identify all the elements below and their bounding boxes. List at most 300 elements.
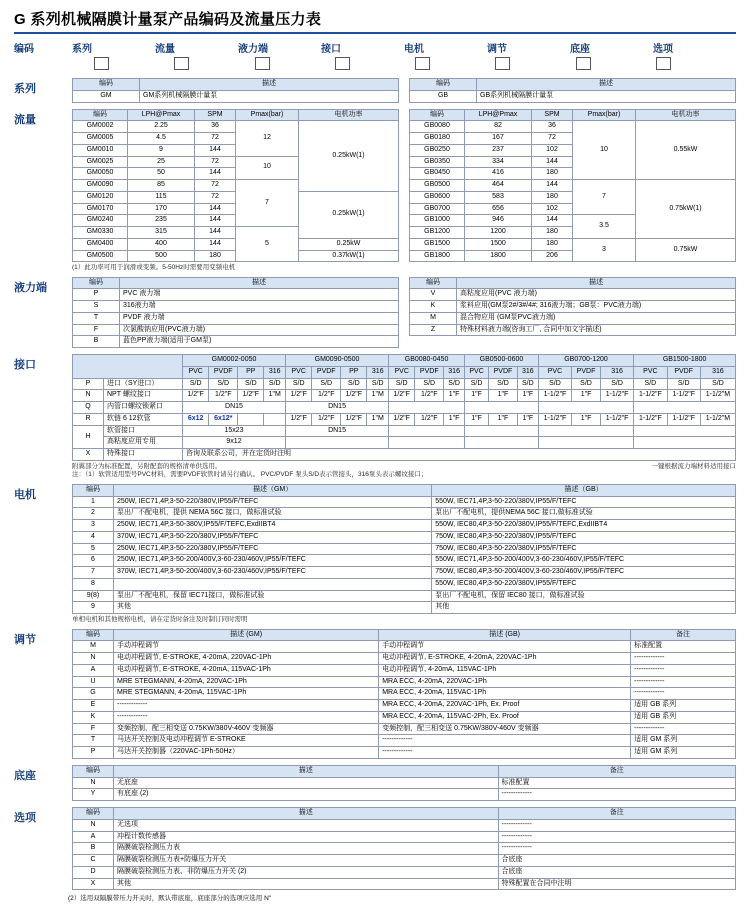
conn-sub-h: 316 (444, 366, 465, 378)
opt-code: B (73, 843, 114, 855)
page-title-bar (14, 8, 736, 34)
series-gb-header-code: 编码 (410, 79, 477, 91)
section-connection (14, 354, 736, 484)
conn-cell: 6x12* (209, 413, 238, 425)
conn-cell: S/D (389, 378, 415, 390)
flow-gb-code: GB0600 (410, 191, 465, 203)
flow-gm-lph: 235 (128, 215, 195, 227)
conn-cell: S/D (538, 378, 571, 390)
conn-cell-empty (465, 437, 539, 449)
table-row (73, 449, 736, 461)
code-label-5: 电机 (404, 44, 424, 55)
section-label-base: 底座 (14, 769, 36, 782)
opt-desc: 其他 (114, 878, 499, 890)
conn-cell: 1-1/2"F (667, 390, 700, 402)
ctrl-code: F (73, 723, 114, 735)
conn-cell: 1/2"F (312, 390, 341, 402)
motor-gb: 550W, IEC71,4P,3-50-200/400V,3-60-230/460V,IP55/F/TEFC (432, 555, 736, 567)
conn-sub-h: PVC (286, 366, 312, 378)
opt-remark: 特殊配置在合同中注明 (498, 878, 735, 890)
ctrl-gb: MRA ECC, 4-20mA, 220VAC-1Ph, Ex. Proof (379, 700, 631, 712)
liquid-end-table-right (409, 277, 736, 348)
flow-gm-code: GM0002 (73, 121, 128, 133)
conn-cell: 1-1/2"F (538, 390, 571, 402)
flow-gm-power: 0.25kW (299, 238, 399, 250)
opt-remark: ------------- (498, 819, 735, 831)
motor-code: 1 (73, 496, 114, 508)
code-label-6: 调节 (487, 44, 507, 55)
flow-gb-code: GB0500 (410, 180, 465, 192)
flow-gm-code: GM0005 (73, 133, 128, 145)
flow-gm-pmax: 10 (236, 156, 299, 180)
flow-gb-lph: 946 (465, 215, 532, 227)
conn-cell-empty (465, 425, 539, 437)
le-desc: 特殊材料液力端(咨询工厂, 合同中加文字描述) (457, 324, 736, 336)
code-box-base[interactable] (576, 57, 656, 70)
motor-gb: 泵出厂不配电机，保留 IEC80 接口，做标准试验 (432, 590, 736, 602)
conn-cell: 1"F (489, 413, 518, 425)
conn-desc: 内管口螺纹锁紧口 (104, 402, 183, 414)
ctrl-gb: 电动冲程调节, E-STROKE, 4-20mA, 220VAC-1Ph (379, 653, 631, 665)
series-gm-code: GM (73, 90, 140, 102)
conn-cell: S/D (341, 378, 367, 390)
base-code: Y (73, 789, 114, 801)
table-row (73, 843, 736, 855)
table-row (73, 711, 736, 723)
flow-gb-lph: 1500 (465, 238, 532, 250)
section-label-control: 调节 (14, 633, 36, 646)
motor-gm: 泵出厂不配电机，提供 NEMA 56C 接口，做标准试验 (114, 508, 432, 520)
flow-gb-lph: 583 (465, 191, 532, 203)
flow-table-gm (72, 109, 399, 263)
conn-cell-empty (389, 402, 465, 414)
flow-gb-pmax: 3.5 (573, 215, 636, 239)
table-row (73, 578, 736, 590)
ctrl-code: N (73, 653, 114, 665)
motor-gb: 其他 (432, 602, 736, 614)
conn-cell: S/D (286, 378, 312, 390)
conn-cell: 6x12 (183, 413, 209, 425)
flow-note: (1）此功率可用于润滑或变频。5-50Hz时需要用变频电机 (72, 264, 236, 272)
table-row (73, 831, 736, 843)
conn-sub-h: 316 (700, 366, 735, 378)
flow-gm-code: GM0500 (73, 250, 128, 262)
opt-remark: 合底座 (498, 855, 735, 867)
conn-group-h1: GM0002-0050 (183, 355, 286, 367)
opt-h1: 描述 (114, 808, 499, 820)
flow-gb-spm: 180 (532, 168, 573, 180)
table-row (410, 180, 736, 192)
conn-cell-empty (634, 437, 736, 449)
ctrl-code: E (73, 700, 114, 712)
flow-gm-code: GM0025 (73, 156, 128, 168)
ctrl-remark: ------------- (631, 653, 736, 665)
conn-desc: NPT 螺纹接口 (104, 390, 183, 402)
code-label-7: 底座 (570, 44, 590, 55)
series-gm-header-desc: 描述 (140, 79, 399, 91)
conn-cell (264, 413, 286, 425)
conn-cell: S/D (415, 378, 444, 390)
motor-note: 单相电机和其他规格电机，请在定货时备注及时制订同时需明 (72, 616, 248, 624)
code-box-series[interactable] (94, 57, 174, 70)
flow-gm-lph: 25 (128, 156, 195, 168)
flow-gm-code: GM0010 (73, 144, 128, 156)
table-row (73, 496, 736, 508)
table-row (410, 301, 736, 313)
le-right-h0: 编码 (410, 277, 457, 289)
section-label-option: 选项 (14, 812, 36, 824)
flow-gm-spm: 72 (195, 180, 236, 192)
conn-cell: 1/2"F (415, 413, 444, 425)
le-desc: 次氯酸钠应用(PVC液力端) (120, 324, 399, 336)
flow-gm-spm: 144 (195, 238, 236, 250)
ctrl-remark: ------------- (631, 723, 736, 735)
conn-sub-h: 316 (367, 366, 389, 378)
code-box-flow[interactable] (174, 57, 254, 70)
code-box-connection[interactable] (335, 57, 415, 70)
flow-gb-spm: 144 (532, 180, 573, 192)
flow-gb-pmax: 10 (573, 121, 636, 180)
le-desc: PVDF 液力端 (120, 312, 399, 324)
motor-code: 9 (73, 602, 114, 614)
table-row (73, 90, 399, 102)
code-box-liquid-end[interactable] (255, 57, 335, 70)
conn-cell-empty (389, 437, 465, 449)
motor-gb: 750W, IEC80,4P,3-50-220/380V,IP55/F/TEFC (432, 543, 736, 555)
le-code: M (410, 312, 457, 324)
flow-gm-lph: 85 (128, 180, 195, 192)
flow-gm-lph: 170 (128, 203, 195, 215)
flow-gb-spm: 206 (532, 250, 573, 262)
conn-cell: 1"M (367, 390, 389, 402)
conn-sub-h: 316 (600, 366, 633, 378)
conn-sub-h: PVC (538, 366, 571, 378)
flow-gm-code: GM0400 (73, 238, 128, 250)
table-row (73, 555, 736, 567)
flow-gb-spm: 102 (532, 144, 573, 156)
base-h0: 编码 (73, 765, 114, 777)
flow-gb-code: GB0700 (410, 203, 465, 215)
opt-desc: 无选项 (114, 819, 499, 831)
conn-code: P (73, 378, 104, 390)
motor-gm: 250W, IEC71,4P,3-50-220/380V,IP55/F/TEFC (114, 496, 432, 508)
ctrl-code: G (73, 688, 114, 700)
flow-gm-spm: 144 (195, 227, 236, 239)
conn-cell: 1/2"F (238, 390, 264, 402)
conn-cell: 1/2"F (312, 413, 341, 425)
conn-cell-empty (389, 425, 465, 437)
le-code: T (73, 312, 120, 324)
conn-cell: S/D (600, 378, 633, 390)
conn-desc: 进口（SY进口） (104, 378, 183, 390)
motor-code: 8 (73, 578, 114, 590)
conn-group-h2: GM0090-0500 (286, 355, 389, 367)
ctrl-remark: 适用 GM 系列 (631, 735, 736, 747)
conn-cell-empty (286, 437, 389, 449)
series-gb-header-desc: 描述 (477, 79, 736, 91)
section-control (14, 629, 736, 759)
table-row (73, 324, 399, 336)
flow-gm-h0: 编码 (73, 109, 128, 121)
table-row (73, 700, 736, 712)
motor-gb: 750W, IEC80,4P,3-50-220/380V,IP55/F/TEFC (432, 531, 736, 543)
ctrl-remark: 标准配置 (631, 641, 736, 653)
page-title: G 系列机械隔膜计量泵产品编码及流量压力表 (14, 11, 322, 28)
option-table (72, 807, 736, 890)
ctrl-remark: 适用 GB 系列 (631, 700, 736, 712)
conn-cell: 1"F (489, 390, 518, 402)
conn-cell: S/D (517, 378, 538, 390)
conn-cell: S/D (312, 378, 341, 390)
conn-cell-empty (538, 402, 633, 414)
section-label-connection: 接口 (14, 359, 36, 372)
conn-cell-empty (634, 425, 736, 437)
series-table-gm (72, 78, 399, 103)
conn-cell: S/D (572, 378, 601, 390)
le-right-h1: 描述 (457, 277, 736, 289)
table-row (73, 777, 736, 789)
table-row (73, 878, 736, 890)
section-flow (14, 109, 736, 277)
opt-remark: 合底座 (498, 866, 735, 878)
flow-gm-pmax: 7 (236, 180, 299, 227)
ctrl-gm: 变频控制，配三相变送 0.75KW/380V-460V 变频器 (114, 723, 379, 735)
conn-cell: 1"F (444, 390, 465, 402)
conn-cell: S/D (238, 378, 264, 390)
conn-cell: 1"M (264, 390, 286, 402)
conn-cell-empty (538, 425, 633, 437)
flow-gm-h1: LPH@Pmax (128, 109, 195, 121)
conn-sub-h: PVC (634, 366, 667, 378)
section-label-series: 系列 (14, 83, 36, 95)
ctrl-gb: ------------- (379, 747, 631, 759)
table-row (73, 590, 736, 602)
conn-cell-empty (634, 402, 736, 414)
motor-gb: 750W, IEC80,4P,3-50-200/400V,3-60-230/460V,IP55/F/TEFC (432, 567, 736, 579)
conn-cell: 1-1/2"F (600, 413, 633, 425)
opt-h2: 备注 (498, 808, 735, 820)
conn-cell: 1"F (465, 390, 489, 402)
flow-gm-h2: SPM (195, 109, 236, 121)
base-desc: 无底座 (114, 777, 499, 789)
conn-cell: 1-1/2"M (700, 413, 735, 425)
table-row (73, 508, 736, 520)
flow-gb-code: GB0350 (410, 156, 465, 168)
conn-cell: 1/2"F (341, 390, 367, 402)
conn-sub-h: PVC (183, 366, 209, 378)
flow-gm-lph: 500 (128, 250, 195, 262)
table-row (73, 855, 736, 867)
conn-code: Q (73, 402, 104, 414)
table-row (73, 402, 736, 414)
flow-gm-code: GM0330 (73, 227, 128, 239)
code-header-row (14, 40, 736, 55)
conn-cell: DN15 (183, 402, 286, 414)
conn-cell: 咨询及联系公司，并在定货时注明 (183, 449, 736, 461)
conn-sub-h: PVC (465, 366, 489, 378)
flow-gm-spm: 144 (195, 203, 236, 215)
table-row (73, 653, 736, 665)
code-box-motor[interactable] (415, 57, 495, 70)
conn-sub-h: PP (341, 366, 367, 378)
opt-desc: 隔膜破裂检测压力表+防爆压力开关 (114, 855, 499, 867)
flow-gb-pmax: 3 (573, 238, 636, 262)
ctrl-code: T (73, 735, 114, 747)
base-remark: ------------- (498, 789, 735, 801)
ctrl-gm: 电动冲程调节, E-STROKE, 4-20mA, 115VAC-1Ph (114, 664, 379, 676)
conn-group-h4: GB0500-0600 (465, 355, 539, 367)
conn-sub-h: PVDF (209, 366, 238, 378)
flow-gm-code: GM0090 (73, 180, 128, 192)
conn-code: N (73, 390, 104, 402)
conn-cell-empty (538, 437, 633, 449)
conn-sub-h: PVDF (572, 366, 601, 378)
le-left-h0: 编码 (73, 277, 120, 289)
table-row (73, 520, 736, 532)
conn-cell: 1-1/2"M (700, 390, 735, 402)
ctrl-gb: MRA ECC, 4-20mA, 115VAC-1Ph (379, 688, 631, 700)
table-row (73, 789, 736, 801)
liquid-end-table-left (72, 277, 399, 349)
motor-code: 6 (73, 555, 114, 567)
section-liquid-end (14, 277, 736, 349)
le-code: P (73, 289, 120, 301)
opt-code: A (73, 831, 114, 843)
conn-cell: 1"M (367, 413, 389, 425)
le-desc: 316液力端 (120, 301, 399, 313)
motor-gm: 其他 (114, 602, 432, 614)
flow-gb-lph: 1800 (465, 250, 532, 262)
flow-gb-code: GB0250 (410, 144, 465, 156)
flow-gm-power: 0.25kW(1) (299, 121, 399, 192)
ctrl-gb: 变频控制，配三相变送 0.75KW/380V-460V 变频器 (379, 723, 631, 735)
code-label-8: 选项 (653, 44, 673, 55)
motor-table (72, 484, 736, 614)
flow-gb-lph: 334 (465, 156, 532, 168)
conn-note-2: PVC/PVDF 泵头S/D表示管接头，316泵头表示螺纹接口； (260, 471, 428, 479)
base-table (72, 765, 736, 801)
conn-cell: 1/2"F (183, 390, 209, 402)
flow-gb-code: GB0080 (410, 121, 465, 133)
motor-gm: 250W, IEC71,4P,3-50-220/380V,IP55/F/TEFC (114, 543, 432, 555)
ctrl-gm: ------------- (114, 700, 379, 712)
motor-code: 2 (73, 508, 114, 520)
code-box-control[interactable] (495, 57, 575, 70)
conn-code: R (73, 413, 104, 425)
flow-gb-spm: 144 (532, 156, 573, 168)
motor-gb: 泵出厂不配电机，提供NEMA 56C 接口,做标准试验 (432, 508, 736, 520)
flow-gm-code: GM0240 (73, 215, 128, 227)
le-code: V (410, 289, 457, 301)
base-h1: 描述 (114, 765, 499, 777)
flow-gm-power: 0.37kW(1) (299, 250, 399, 262)
table-row (73, 747, 736, 759)
conn-cell: 1"F (517, 390, 538, 402)
table-row (410, 238, 736, 250)
table-row (73, 688, 736, 700)
flow-gb-power: 0.55kW (636, 121, 736, 180)
flow-gb-spm: 102 (532, 203, 573, 215)
flow-gm-spm: 180 (195, 250, 236, 262)
table-row (73, 543, 736, 555)
conn-desc: 软管接口 (104, 425, 183, 437)
motor-gb: 550W, IEC71,4P,3-50-220/380V,IP55/F/TEFC (432, 496, 736, 508)
conn-cell: 1/2"F (286, 413, 312, 425)
table-row (73, 676, 736, 688)
flow-gb-code: GB0450 (410, 168, 465, 180)
flow-gm-spm: 144 (195, 168, 236, 180)
table-row (73, 336, 399, 348)
conn-note-0: 附翼部分为标准配置，另附配套的规格清单供选用。 (72, 462, 222, 470)
flow-gm-code: GM0120 (73, 191, 128, 203)
code-box-option[interactable] (656, 57, 736, 70)
conn-desc: 特殊接口 (104, 449, 183, 461)
opt-desc: 冲程计数传感器 (114, 831, 499, 843)
flow-gm-spm: 144 (195, 215, 236, 227)
base-remark: 标准配置 (498, 777, 735, 789)
ctrl-gb: MRA ECC, 4-20mA, 115VAC-2Ph, Ex. Proof (379, 711, 631, 723)
ctrl-gb: 电动冲程调节, 4-20mA, 115VAC-1Ph (379, 664, 631, 676)
flow-gb-lph: 656 (465, 203, 532, 215)
table-row (73, 437, 736, 449)
conn-desc: 软链 6 12软管 (104, 413, 183, 425)
conn-sub-h: 316 (264, 366, 286, 378)
conn-group-h3: GB0080-0450 (389, 355, 465, 367)
flow-gb-spm: 72 (532, 133, 573, 145)
section-series (14, 78, 736, 103)
flow-gb-code: GB1800 (410, 250, 465, 262)
flow-table-gb (409, 109, 736, 263)
opt-code: D (73, 866, 114, 878)
flow-gb-h2: SPM (532, 109, 573, 121)
flow-gb-lph: 416 (465, 168, 532, 180)
ctrl-code: M (73, 641, 114, 653)
ctrl-remark: ------------- (631, 676, 736, 688)
conn-cell: 1"F (517, 413, 538, 425)
ctrl-gm: 电动冲程调节, E-STROKE, 4-20mA, 220VAC-1Ph (114, 653, 379, 665)
conn-cell: 15x23 (183, 425, 286, 437)
table-row (73, 531, 736, 543)
conn-cell: 1-1/2"F (538, 413, 571, 425)
flow-gm-power: 0.25kW(1) (299, 191, 399, 238)
ctrl-gm: MRE STEGMANN, 4-20mA, 220VAC-1Ph (114, 676, 379, 688)
section-option (14, 807, 736, 890)
code-label-2: 流量 (155, 44, 175, 55)
flow-gb-lph: 167 (465, 133, 532, 145)
conn-cell: S/D (183, 378, 209, 390)
ctrl-gb: 手动冲程调节 (379, 641, 631, 653)
flow-gm-spm: 72 (195, 156, 236, 168)
table-row (73, 664, 736, 676)
flow-gm-lph: 4.5 (128, 133, 195, 145)
conn-cell: 1"F (444, 413, 465, 425)
le-code: B (73, 336, 120, 348)
table-row (73, 289, 399, 301)
flow-gm-lph: 115 (128, 191, 195, 203)
flow-gm-h4: 电机功率 (299, 109, 399, 121)
conn-cell: 1/2"F (341, 413, 367, 425)
opt-h0: 编码 (73, 808, 114, 820)
flow-gb-lph: 82 (465, 121, 532, 133)
flow-gm-h3: Pmax(bar) (236, 109, 299, 121)
opt-remark: ------------- (498, 831, 735, 843)
code-label-4: 接口 (321, 44, 341, 55)
table-row (410, 324, 736, 336)
flow-gb-pmax: 7 (573, 180, 636, 215)
flow-gb-lph: 1200 (465, 227, 532, 239)
conn-cell: S/D (264, 378, 286, 390)
motor-code: 3 (73, 520, 114, 532)
